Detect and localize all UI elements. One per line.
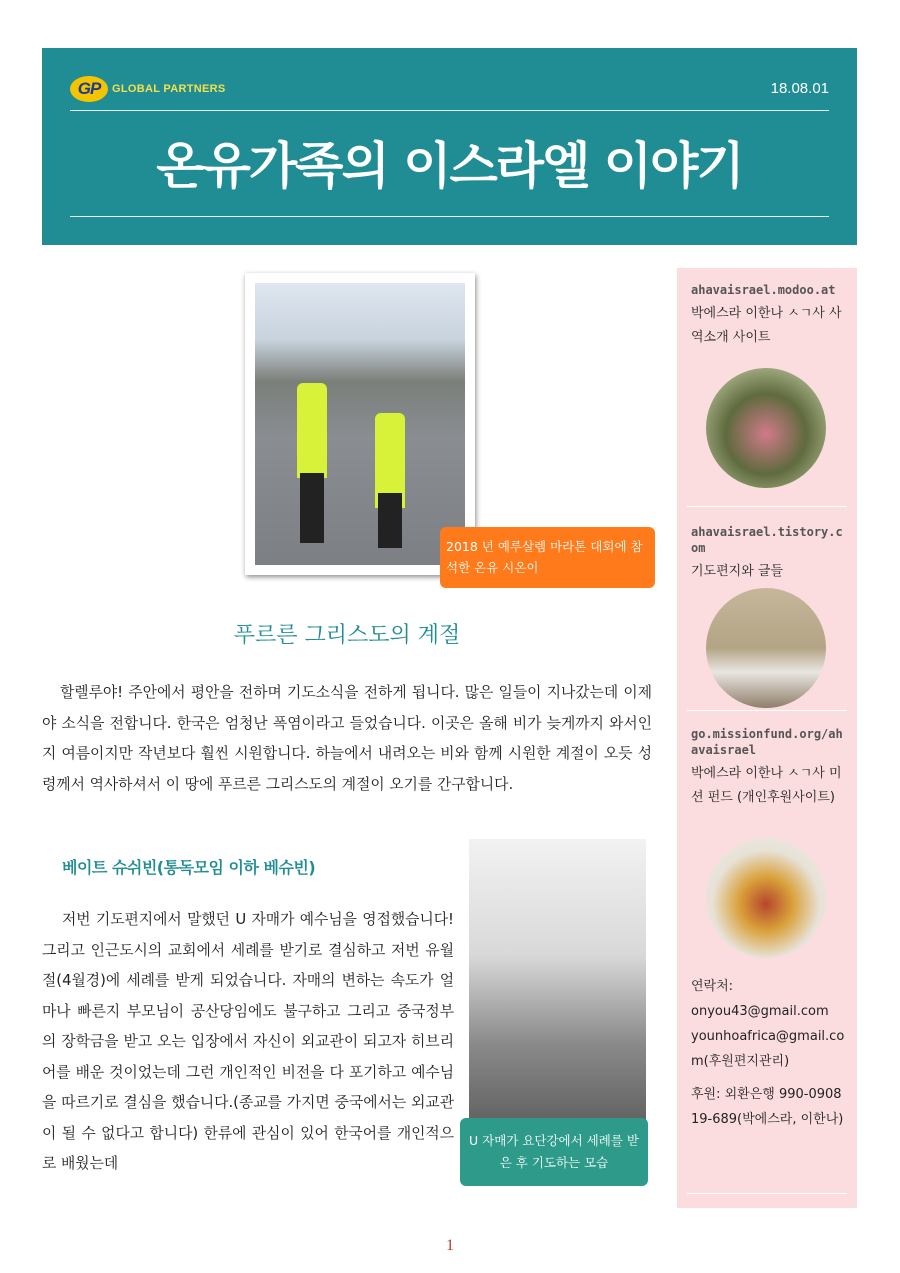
marathon-photo-caption: 2018 년 예루살렘 마라톤 대회에 참석한 온유 시온이: [440, 527, 655, 588]
sidebar-link-modoo: [691, 282, 849, 350]
sidebar-divider: [687, 710, 847, 711]
link-description: 박에스라 이한나 ㅅㄱ사 사역소개 사이트: [691, 306, 842, 345]
link-description: 기도편지와 글들: [691, 564, 784, 579]
email-secondary[interactable]: younhoafrica@gmail.com(후원편지관리): [691, 1029, 845, 1069]
section-title: 푸르른 그리스도의 계절: [233, 623, 461, 648]
family-photo-circle: [706, 368, 826, 488]
subheading: 베이트 슈쉬빈(통독모임 이하 베슈빈): [62, 858, 316, 877]
email-primary[interactable]: onyou43@gmail.com: [691, 1004, 829, 1019]
contact-label: 연락처:: [691, 979, 734, 994]
intro-paragraph: 할렐루야! 주안에서 평안을 전하며 기도소식을 전하게 됩니다. 많은 일들이 지나갔는데 이제야 소식을 전합니다. 한국은 엄청난 폭염이라고 들었습니다. 이곳은 올해 비가 늦게까지 와서인지 여름이지만 작년보다 훨씬 시원합니다. 하늘에서 내려오는 비와 함께 시원한 계절이 오듯 성령께서 역사하셔서 이 땅에 푸르른 그리스도의 계절이 오기를 간구합니다.: [42, 684, 652, 793]
sidebar-divider: [687, 1193, 847, 1194]
issue-date: 18.08.01: [770, 80, 829, 97]
page-number: 1: [446, 1237, 454, 1254]
logo: [70, 76, 226, 102]
child-legs-right: [378, 493, 402, 548]
logo-text: GLOBAL PARTNERS: [112, 83, 226, 95]
link-description: 박에스라 이한나 ㅅㄱ사 미션 펀드 (개인후원사이트): [691, 766, 842, 805]
body-paragraph: 저번 기도편지에서 말했던 U 자매가 예수님을 영접했습니다! 그리고 인근도시의 교회에서 세례를 받기로 결심하고 저번 유월절(4월경)에 세례를 받게 되었습니다. 자매의 변하는 속도가 얼마나 빠른지 부모님이 공산당임에도 불구하고 그리고 중국정부의 장학금을 받고 오는 입장에서 자신이 외교관이 되고자 히브리어를 배운 것이었는데 그런 개인적인 비전을 다 포기하고 예수님을 따르기로 결심을 했습니다.(종교를 가지면 중국에서는 외교관이 될 수 없다고 합니다) 한류에 관심이 있어 한국어를 개인적으로 배웠는데: [42, 911, 454, 1172]
header-rule-bottom: [70, 216, 829, 217]
page-title: 온유가족의 이스라엘 이야기: [156, 137, 743, 195]
support-account: 후원: 외환은행 990-090819-689(박에스라, 이한나): [691, 1087, 844, 1127]
header-rule-top: [70, 110, 829, 111]
link-url[interactable]: ahavaisrael.modoo.at: [691, 283, 836, 297]
sidebar-contact: [691, 974, 849, 1132]
marathon-photo: [255, 283, 465, 565]
sidebar-link-tistory: [691, 524, 849, 584]
sidebar-link-missionfund: [691, 726, 849, 810]
logo-mark: GP: [70, 76, 108, 102]
link-url[interactable]: go.missionfund.org/ahavaisrael: [691, 727, 843, 757]
header-banner: [42, 48, 857, 245]
sidebar-divider: [687, 506, 847, 507]
lion-figurine-photo-circle: [706, 838, 826, 958]
baptism-photo-caption: U 자매가 요단강에서 세례를 받은 후 기도하는 모습: [460, 1118, 648, 1186]
baptism-photo: [469, 839, 646, 1131]
link-url[interactable]: ahavaisrael.tistory.com: [691, 525, 843, 555]
child-legs-left: [300, 473, 324, 543]
child-figure-left: [297, 383, 327, 478]
western-wall-photo-circle: [706, 588, 826, 708]
sidebar: [677, 268, 857, 1208]
